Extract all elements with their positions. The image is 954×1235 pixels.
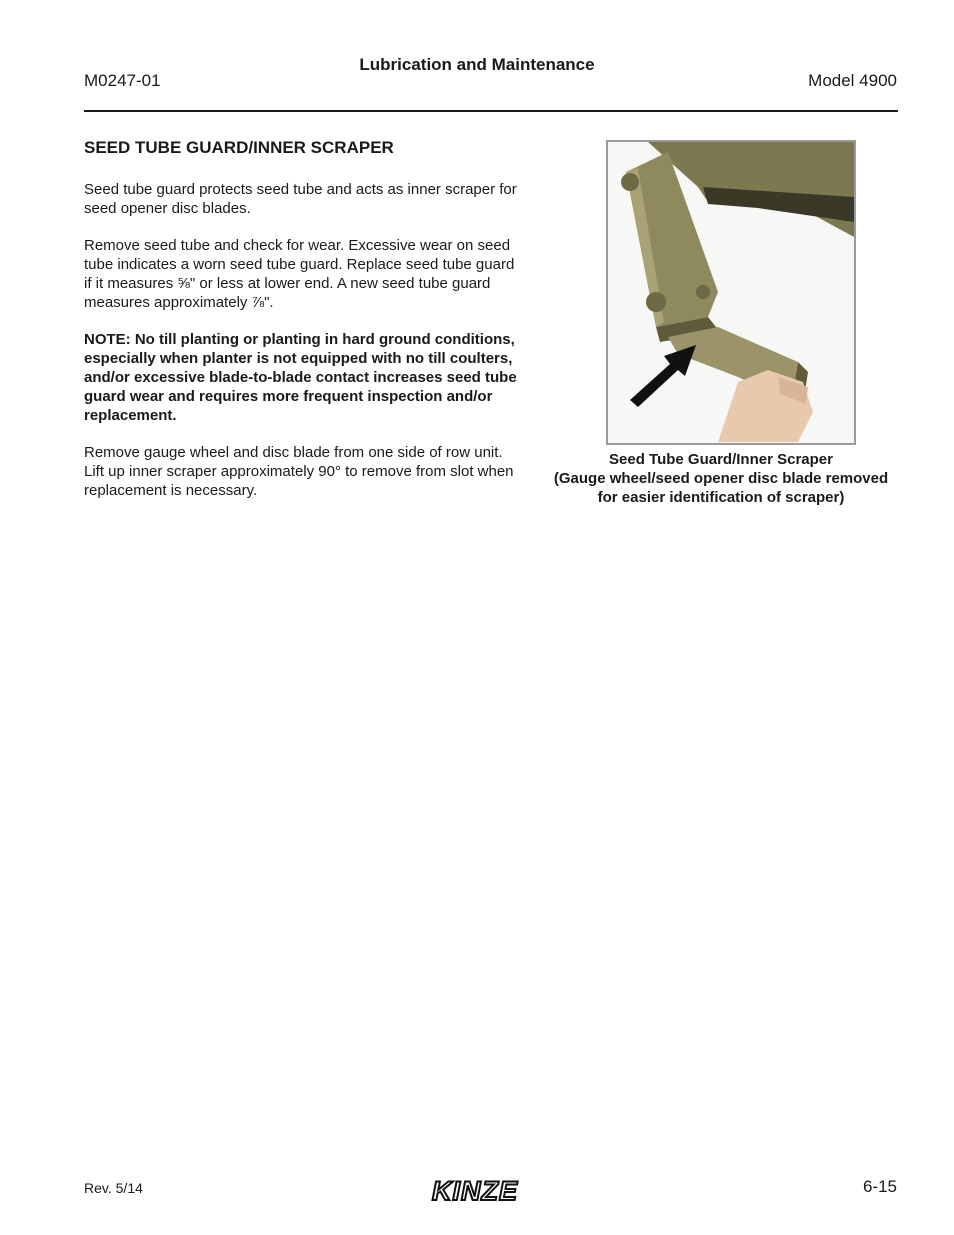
- kinze-logo-mark: [428, 1175, 550, 1205]
- paragraph-inspection: Remove seed tube and check for wear. Excessive wear on seed tube indicates a worn seed tube guard. Replace seed tube guard if it measures ⅝" or less at lower end. A new seed tube guard measures approximately ⅞".: [84, 237, 515, 311]
- kinze-logo-text: KINZE: [432, 1176, 518, 1205]
- revision-label: Rev. 5/14: [84, 1180, 143, 1196]
- caption-line: Seed Tube Guard/Inner Scraper: [609, 451, 833, 468]
- kinze-logo: [428, 1175, 550, 1205]
- paragraph-removal: Remove gauge wheel and disc blade from one side of row unit. Lift up inner scraper approximately 90° to remove from slot when replacement is necessary.: [84, 444, 514, 499]
- body-text: [84, 180, 524, 518]
- section-heading: Lubrication and Maintenance: [359, 55, 595, 74]
- scraper-illustration: [608, 142, 854, 443]
- doc-number: M0247-01: [84, 71, 161, 90]
- page-number: 6-15: [862, 1177, 897, 1196]
- note-paragraph: NOTE: No till planting or planting in hard ground conditions, especially when planter is not equipped with no till coulters, and/or excessive blade-to-blade contact increases seed tube guard wear and requires more frequent inspection and/or replacement.: [84, 331, 517, 424]
- header-divider: [84, 110, 898, 112]
- caption-line: for easier identification of scraper): [597, 489, 845, 506]
- caption-line: (Gauge wheel/seed opener disc blade removed: [553, 470, 889, 487]
- model-label: Model 4900: [808, 71, 897, 90]
- figure-caption: [540, 450, 902, 507]
- scraper-photo: [606, 140, 856, 445]
- paragraph-intro: Seed tube guard protects seed tube and acts as inner scraper for seed opener disc blades.: [84, 181, 517, 217]
- page-title: SEED TUBE GUARD/INNER SCRAPER: [84, 138, 394, 157]
